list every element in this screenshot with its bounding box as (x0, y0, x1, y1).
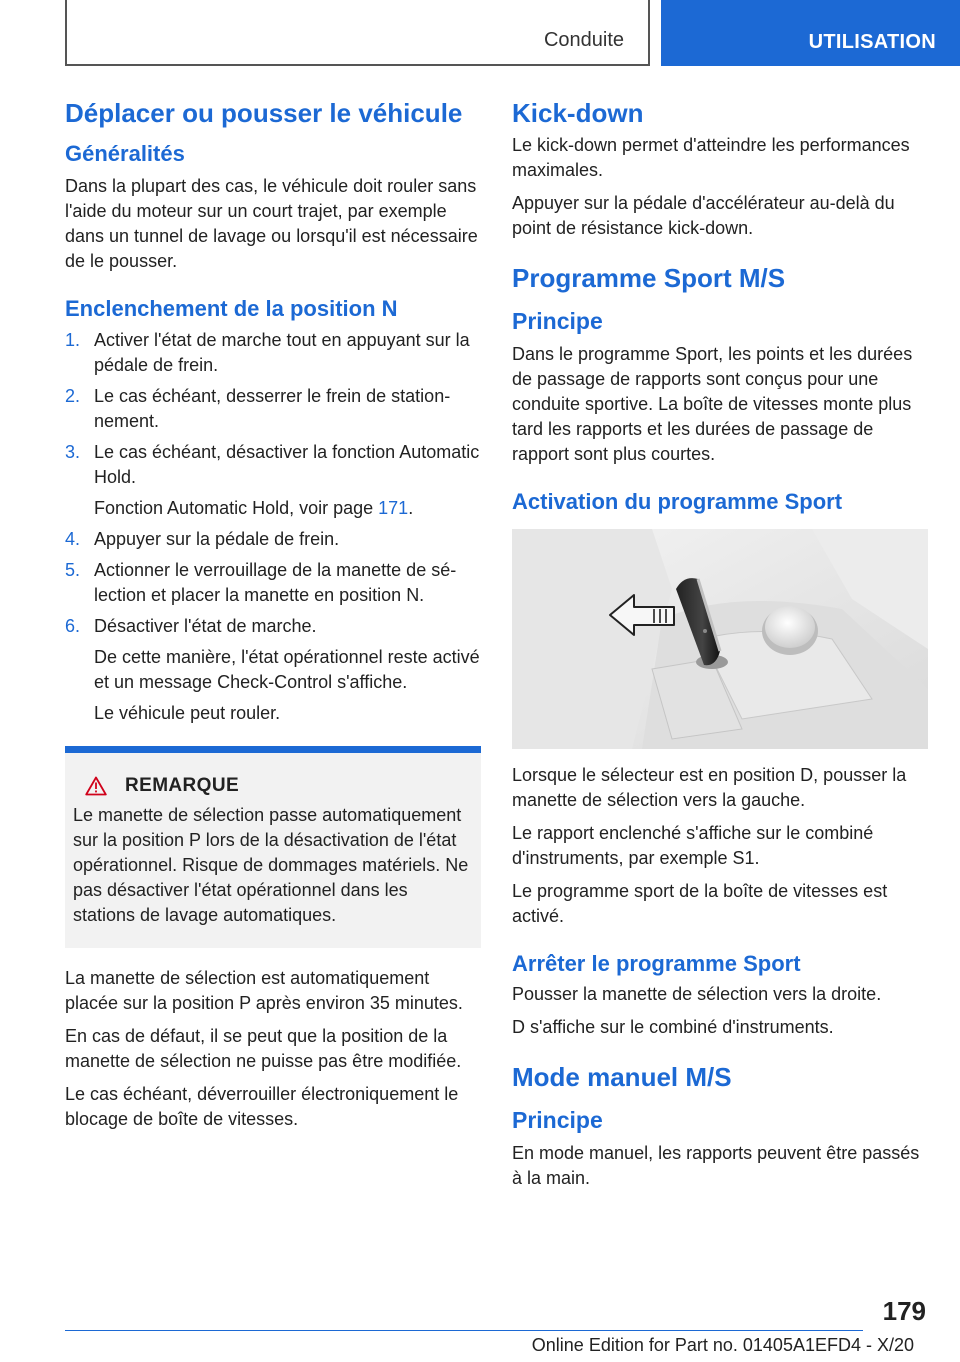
heading-programme-sport: Programme Sport M/S (512, 263, 786, 294)
warning-triangle-icon (85, 776, 107, 796)
gear-selector-image (512, 529, 928, 749)
step-reference (94, 496, 481, 521)
header-section-title: Conduite (543, 29, 624, 51)
heading-mode-manuel: Mode manuel M/S (512, 1061, 732, 1092)
paragraph-arret-1: Pousser la manette de sélection vers la droite. (512, 983, 882, 1004)
step-note: De cette manière, l'état opérationnel reste activé et un message Check-Control s'affiche. (94, 646, 480, 692)
paragraph-arret-2: D s'affiche sur le combiné d'instruments. (512, 1016, 834, 1037)
header-section-box (65, 0, 650, 66)
warning-header (73, 775, 473, 797)
heading-deplacer: Déplacer ou pousser le véhicule (65, 98, 463, 128)
step-item (65, 328, 481, 378)
step-item (65, 558, 481, 608)
paragraph-generalites: Dans la plupart des cas, le véhicule doit rouler sans l'aide du moteur sur un court trajet, par exemple dans un tunnel de lavage ou lorsqu'il est nécessaire de le pousser. (65, 175, 478, 271)
step-number: 1. (65, 329, 81, 350)
step-item (65, 440, 481, 521)
step-text: Désactiver l'état de marche. (94, 615, 317, 636)
heading-enclenchement: Enclenchement de la position N (65, 295, 398, 321)
step-item (65, 614, 481, 726)
warning-box (65, 746, 481, 948)
left-column (65, 98, 481, 1132)
gear-selector-illustration (512, 529, 928, 749)
right-column (512, 98, 928, 1191)
warning-text: Le manette de sélection passe automatiquement sur la position P lors de la désactivation de l'état opérationnel. Risque de dommages matériels. Ne pas désactiver l'état opérationnel dans les stations de lavage automatiques. (73, 804, 469, 925)
paragraph-defaut: En cas de défaut, il se peut que la position de la manette de sélection ne puisse pas être modifiée. (65, 1025, 462, 1071)
step-text: Le cas échéant, desserrer le frein de stationnement. (94, 385, 451, 431)
paragraph-deverrouiller: Le cas échéant, déverrouiller électroniquement le blocage de boîte de vitesses. (65, 1083, 459, 1129)
header-chapter-tab[interactable] (661, 0, 960, 66)
header-chapter-label: UTILISATION (808, 31, 936, 53)
step-text: Appuyer sur la pédale de frein. (94, 528, 340, 549)
step-reference-end: . (408, 497, 414, 518)
steps-list (65, 328, 481, 726)
step-reference-text: Fonction Automatic Hold, voir page (94, 497, 379, 518)
heading-generalites: Généralités (65, 141, 185, 167)
footer-divider (65, 1330, 863, 1331)
step-number: 6. (65, 615, 81, 636)
step-text: Le cas échéant, désactiver la fonction Automatic Hold. (94, 441, 480, 487)
step-text: Activer l'état de marche tout en appuyant sur la pédale de frein. (94, 329, 470, 375)
paragraph-kick-down-2: Appuyer sur la pédale d'accélérateur au-delà du point de résistance kick-down. (512, 193, 895, 239)
step-item (65, 527, 481, 552)
paragraph-auto-p: La manette de sélection est automatiquement placée sur la position P après environ 35 minutes. (65, 967, 463, 1013)
paragraph-principe-2: En mode manuel, les rapports peuvent être passés à la main. (512, 1142, 920, 1188)
page-number: 179 (882, 1296, 926, 1326)
paragraph-activation-2: Le rapport enclenché s'affiche sur le combiné d'instruments, par exemple S1. (512, 823, 874, 869)
paragraph-activation-3: Le programme sport de la boîte de vitesses est activé. (512, 881, 888, 927)
step-number: 4. (65, 528, 81, 549)
warning-title: REMARQUE (125, 774, 240, 796)
footer-edition: Online Edition for Part no. 01405A1EFD4 - X/20 (531, 1335, 914, 1355)
heading-arret-sport: Arrêter le programme Sport (512, 951, 801, 977)
step-text: Actionner le verrouillage de la manette de sélection et placer la manette en position N. (94, 559, 457, 605)
step-note: Le véhicule peut rouler. (94, 702, 281, 723)
step-number: 5. (65, 559, 81, 580)
page-link-171[interactable]: 171 (378, 497, 409, 518)
step-number: 2. (65, 385, 81, 406)
heading-principe-1: Principe (512, 308, 603, 335)
paragraph-activation-1: Lorsque le sélecteur est en position D, pousser la manette de sélection vers la gauche. (512, 765, 907, 811)
heading-kick-down: Kick-down (512, 98, 644, 128)
heading-activation-sport: Activation du programme Sport (512, 488, 843, 514)
paragraph-kick-down-1: Le kick-down permet d'atteindre les performances maximales. (512, 135, 910, 181)
step-number: 3. (65, 441, 81, 462)
step-item (65, 384, 481, 434)
heading-principe-2: Principe (512, 1106, 603, 1133)
paragraph-principe-1: Dans le programme Sport, les points et les durées de passage de rapports sont conçus pour une conduite sportive. La boîte de vitesses monte plus tard les rapports et les durées de passage de rapport sont plus courtes. (512, 343, 913, 464)
